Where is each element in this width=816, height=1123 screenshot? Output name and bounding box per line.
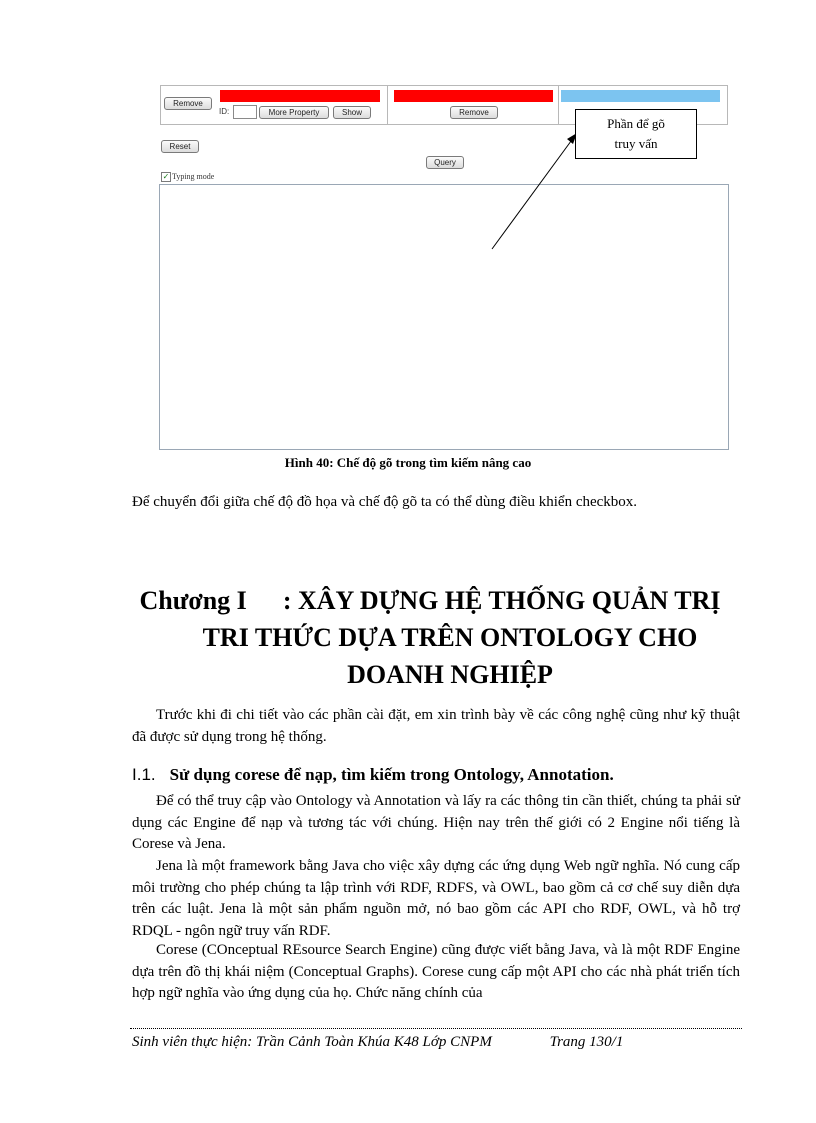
remove-button[interactable]: Remove (164, 97, 212, 110)
chapter-heading (120, 582, 740, 693)
property-selector-bar[interactable] (394, 90, 553, 102)
callout-line-1: Phần để gõ (607, 116, 665, 131)
more-property-button[interactable]: More Property (259, 106, 329, 119)
footer (132, 1034, 623, 1051)
id-label: ID: (219, 107, 230, 116)
callout-box (575, 109, 697, 159)
switch-paragraph: Để chuyển đổi giữa chế độ đồ họa và chế độ gõ ta có thể dùng điều khiển checkbox. (132, 494, 638, 510)
section-heading (132, 765, 614, 785)
footer-page: Trang 130/1 (549, 1034, 624, 1050)
body-paragraph-3: Corese (COnceptual REsource Search Engine) cũng được viết bằng Java, và là một RDF Engine dựa trên đồ thị khái niệm (Conceptual Graphs). Corese cung cấp một API cho các nhà phát triển tích hợp ngữ nghĩa vào ứng dụng của họ. Chức năng chính của (132, 942, 740, 1001)
body-paragraph-1: Để có thể truy cập vào Ontology và Annotation và lấy ra các thông tin cần thiết, chúng ta phải sử dụng các Engine để nạp và tương tác với chúng. Hiện nay trên thế giới có 2 Engine nổi tiếng là Corese và Jena. (132, 793, 740, 852)
body-paragraph-2: Jena là một framework bằng Java cho việc xây dựng các ứng dụng Web ngữ nghĩa. Nó cung cấp môi trường cho phép chúng ta lập trình với RDF, RDFS, và OWL, bao gồm cả cơ chế suy diễn dựa trên các luật. Jena là một sản phẩm nguồn mở, nó bao gồm các API cho RDF, OWL, và hỗ trợ RDQL - ngôn ngữ truy vấn RDF. (132, 858, 740, 939)
value-selector-bar[interactable] (561, 90, 720, 102)
section-title: Sử dụng corese để nạp, tìm kiếm trong Ontology, Annotation. (169, 765, 614, 784)
typing-mode-checkbox[interactable]: ✓ (162, 172, 170, 181)
remove-property-button[interactable]: Remove (450, 106, 498, 119)
chapter-title-line-2: TRI THỨC DỰA TRÊN ONTOLOGY CHO (202, 623, 698, 652)
callout-line-2: truy vấn (614, 136, 658, 151)
figure-caption: Hình 40: Chế độ gõ trong tìm kiếm nâng cao (284, 455, 532, 470)
section-number: I.1. (132, 765, 156, 784)
callout-arrow (485, 125, 585, 255)
chapter-title-line-3: DOANH NGHIỆP (347, 660, 553, 689)
reset-button[interactable]: Reset (161, 140, 199, 153)
query-textarea[interactable] (159, 184, 729, 450)
show-button[interactable]: Show (333, 106, 371, 119)
chapter-prefix: Chương I (139, 586, 247, 615)
chapter-title-line-1: : XÂY DỰNG HỆ THỐNG QUẢN TRỊ (282, 586, 721, 615)
intro-paragraph: Trước khi đi chi tiết vào các phần cài đặt, em xin trình bày về các công nghệ cũng như kỹ thuật đã được sử dụng trong hệ thống. (132, 707, 740, 745)
id-input[interactable] (233, 105, 257, 119)
footer-divider (130, 1028, 742, 1029)
query-button[interactable]: Query (426, 156, 464, 169)
typing-mode-label: Typing mode (172, 172, 215, 181)
footer-author: Sinh viên thực hiện: Trần Cảnh Toàn Khúa K48 Lớp CNPM (132, 1034, 492, 1050)
class-selector-bar[interactable] (220, 90, 380, 102)
